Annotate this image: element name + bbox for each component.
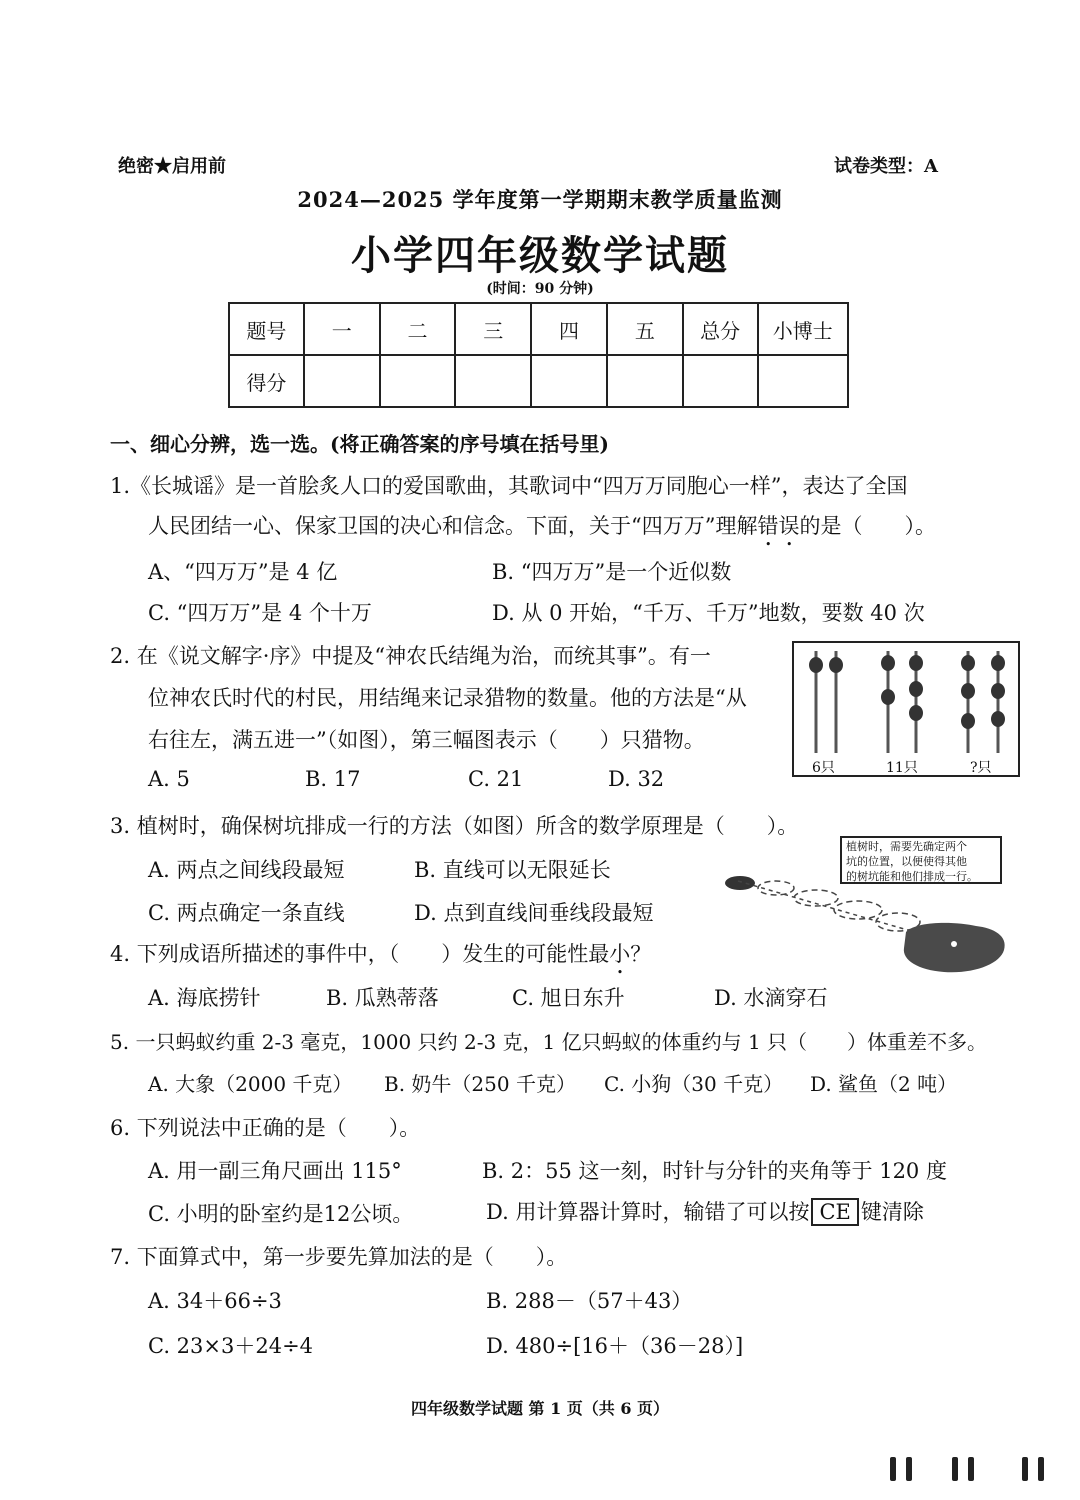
q1-emphasis-word: 错误 <box>757 514 800 538</box>
q6-option-d <box>486 1196 924 1226</box>
knot-label-1: 6只 <box>812 760 835 776</box>
q3-option-d: D. 点到直线间垂线段最短 <box>414 901 654 925</box>
q4-line-pre: 4. 下列成语所描述的事件中，（ ）发生的可能性最 <box>110 942 610 966</box>
tree-pit-note-line2: 坑的位置，以便使得其他 <box>846 855 967 868</box>
q1-line2 <box>148 510 936 551</box>
tree-pit-drawing <box>718 836 1010 978</box>
q4-line1 <box>110 938 651 979</box>
q7-option-c: C. 23×3＋24÷4 <box>148 1334 314 1358</box>
tree-pit-note-line3: 的树坑能和他们排成一行。 <box>846 870 978 883</box>
q1-line1: 1.《长城谣》是一首脍炙人口的爱国歌曲，其歌词中“四万万同胞心一样”，表达了全国 <box>110 474 908 498</box>
q6-option-d-pre: D. 用计算器计算时，输错了可以按 <box>486 1200 810 1224</box>
knot-rope-figure <box>792 641 1020 777</box>
exam-subtitle: 2024—2025 学年度第一学期期末教学质量监测 <box>297 187 783 212</box>
score-table-score-row <box>229 355 848 407</box>
score-header-cell: 二 <box>380 303 456 355</box>
q4-emphasis-word: 小 <box>609 942 631 966</box>
secret-label: 绝密★启用前 <box>118 156 226 177</box>
q7-option-b: B. 288－（57＋43） <box>486 1289 693 1313</box>
q2-option-a: A. 5 <box>148 767 190 791</box>
exam-title: 小学四年级数学试题 <box>351 232 729 279</box>
exam-time: (时间：90 分钟) <box>486 281 594 297</box>
score-cell[interactable] <box>304 355 380 407</box>
ce-key-box: CE <box>811 1198 858 1226</box>
q5-line1: 5. 一只蚂蚁约重 2-3 毫克，1000 只约 2-3 克，1 亿只蚂蚁的体重约与 1 只（ ）体重差不多。 <box>110 1030 988 1054</box>
q5-option-d: D. 鲨鱼（2 吨） <box>810 1072 958 1096</box>
score-header-cell: 四 <box>531 303 607 355</box>
score-cell[interactable] <box>683 355 758 407</box>
q4-option-b: B. 瓜熟蒂落 <box>326 986 439 1010</box>
q5-option-c: C. 小狗（30 千克） <box>604 1072 784 1096</box>
score-header-cell: 小博士 <box>758 303 849 355</box>
q6-line1: 6. 下列说法中正确的是（ ）。 <box>110 1116 421 1140</box>
score-cell[interactable] <box>380 355 456 407</box>
q1-option-b: B. “四万万”是一个近似数 <box>492 560 732 584</box>
q2-option-c: C. 21 <box>468 767 524 791</box>
q1-option-d: D. 从 0 开始，“千万、千万”地数，要数 40 次 <box>492 601 925 625</box>
q2-option-b: B. 17 <box>305 767 361 791</box>
score-header-cell: 五 <box>607 303 683 355</box>
score-row-label: 得分 <box>229 355 304 407</box>
q1-option-a: A、“四万万”是 4 亿 <box>148 560 338 584</box>
q5-option-b: B. 奶牛（250 千克） <box>384 1072 576 1096</box>
q2-line3: 右往左，满五进一”（如图），第三幅图表示（ ）只猎物。 <box>148 728 705 752</box>
q6-option-c: C. 小明的卧室约是12公顷。 <box>148 1202 414 1226</box>
q6-option-d-post: 键清除 <box>860 1200 924 1224</box>
q5-option-a: A. 大象（2000 千克） <box>148 1072 353 1096</box>
q4-option-c: C. 旭日东升 <box>512 986 625 1010</box>
q3-option-a: A. 两点之间线段最短 <box>148 858 345 882</box>
score-table-header-row <box>229 303 848 355</box>
q4-option-a: A. 海底捞针 <box>148 986 261 1010</box>
page-footer: 四年级数学试题 第 1 页（共 6 页） <box>410 1399 670 1418</box>
score-header-cell: 三 <box>455 303 531 355</box>
q2-option-d: D. 32 <box>608 767 665 791</box>
section1-heading: 一、细心分辨，选一选。(将正确答案的序号填在括号里) <box>110 432 609 456</box>
q7-option-a: A. 34＋66÷3 <box>148 1289 282 1313</box>
q4-line-post: ？ <box>630 942 652 966</box>
score-header-cell: 一 <box>304 303 380 355</box>
q3-line1: 3. 植树时，确保树坑排成一行的方法（如图）所含的数学原理是（ ）。 <box>110 814 799 838</box>
q1-option-c: C. “四万万”是 4 个十万 <box>148 601 372 625</box>
q3-option-b: B. 直线可以无限延长 <box>414 858 611 882</box>
score-header-cell: 题号 <box>229 303 304 355</box>
score-cell[interactable] <box>455 355 531 407</box>
q6-option-a: A. 用一副三角尺画出 115° <box>148 1159 402 1183</box>
q3-option-c: C. 两点确定一条直线 <box>148 901 345 925</box>
scan-marks-icon <box>880 1457 1060 1483</box>
q2-line1: 2. 在《说文解字·序》中提及“神农氏结绳为治，而统其事”。有一 <box>110 644 711 668</box>
q1-line2-post: 的是（ ）。 <box>799 514 936 538</box>
score-cell[interactable] <box>607 355 683 407</box>
q6-option-b: B. 2：55 这一刻，时针与分针的夹角等于 120 度 <box>482 1159 947 1183</box>
tree-pit-figure <box>718 836 1010 978</box>
score-table <box>228 302 849 408</box>
q2-line2: 位神农氏时代的村民，用结绳来记录猎物的数量。他的方法是“从 <box>148 686 747 710</box>
q4-option-d: D. 水滴穿石 <box>714 986 828 1010</box>
tree-pit-note-line1: 植树时，需要先确定两个 <box>846 840 967 853</box>
q7-line1: 7. 下面算式中，第一步要先算加法的是（ ）。 <box>110 1245 568 1269</box>
q1-line2-pre: 人民团结一心、保家卫国的决心和信念。下面，关于“四万万”理解 <box>148 514 758 538</box>
knot-label-2: 11只 <box>886 760 918 776</box>
score-cell[interactable] <box>758 355 849 407</box>
knot-label-3: ?只 <box>970 760 992 776</box>
score-cell[interactable] <box>531 355 607 407</box>
paper-type-label: 试卷类型：A <box>834 156 938 177</box>
score-header-cell: 总分 <box>683 303 758 355</box>
q7-option-d: D. 480÷[16＋（36－28）] <box>486 1334 744 1358</box>
